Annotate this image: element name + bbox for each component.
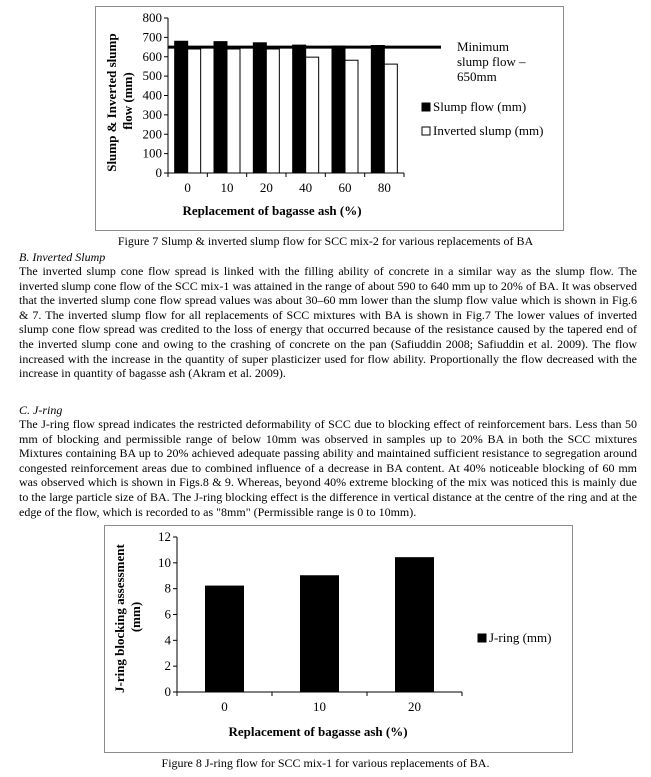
- legend-swatch-slump-flow: [422, 103, 430, 111]
- figure-8-y-axis-title-line-2: (mm): [128, 601, 143, 633]
- legend-swatch-inverted-slump: [422, 127, 430, 135]
- y-tick-label: 4: [164, 632, 171, 648]
- y-tick-label: 12: [158, 529, 171, 544]
- x-tick-label: 40: [299, 180, 313, 195]
- bar-j-ring-mm: [396, 558, 434, 692]
- y-tick-label: 100: [142, 145, 162, 161]
- legend-label-slump-flow: Slump flow (mm): [433, 99, 527, 114]
- x-tick-label: 60: [338, 180, 352, 195]
- bar-slump-flow-mm: [175, 41, 188, 173]
- x-tick-label: 20: [408, 699, 421, 714]
- y-tick-label: 400: [142, 87, 162, 103]
- y-tick-label: 800: [142, 10, 162, 25]
- y-tick-label: 300: [142, 106, 162, 122]
- x-tick-label: 10: [220, 180, 234, 195]
- y-tick-label: 10: [158, 554, 171, 570]
- y-tick-label: 200: [142, 126, 162, 142]
- legend-label-j-ring: J-ring (mm): [489, 630, 552, 645]
- y-tick-label: 700: [142, 29, 162, 45]
- figure-8-caption: Figure 8 J-ring flow for SCC mix-1 for various replacements of BA.: [161, 756, 490, 770]
- figure-8-svg: [105, 526, 572, 752]
- figure-7-y-axis-title-line-2: flow (mm): [120, 72, 135, 130]
- figure-8-y-axis-title-line-1: J-ring blocking assessment: [112, 544, 127, 694]
- y-tick-label: 500: [142, 68, 162, 84]
- x-tick-label: 10: [313, 699, 326, 714]
- y-tick-label: 600: [142, 48, 162, 64]
- annotation-line-1: Minimum: [457, 39, 510, 54]
- legend-label-inverted-slump: Inverted slump (mm): [433, 123, 544, 138]
- bar-j-ring-mm: [206, 586, 244, 692]
- figure-7-chart: [95, 6, 564, 231]
- bar-slump-flow-mm: [371, 46, 384, 173]
- legend-swatch-j-ring: [478, 634, 486, 642]
- section-b-paragraph: The inverted slump cone flow spread is linked with the filling ability of concrete in a similar way as the slump flow. The inverted slump cone flow of the SCC mix-1 was attained in the range of about 590 to 640 mm up to 20% of BA. It was observed that the inverted slump cone flow spread values was about 30–60 mm lower than the slump flow value which is shown in Fig.6 & 7. The inverted slump flow for all replacements of SCC mixtures with BA is shown in Fig.7 The lower values of inverted slump cone flow spread was credited to the loss of energy that occurred because of the resistance caused by the tapered end of the inverted slump cone and owing to the crashing of concrete on the pan (Safiuddin 2008; Safiuddin et al. 2009). The flow increased with the increase in the quantity of super plasticizer used for flow ability. Proportionally the flow decreased with the increase in quantity of bagasse ash (Akram et al. 2009).: [19, 264, 637, 381]
- section-c-heading: C. J-ring: [19, 403, 63, 417]
- figure-8-chart: [104, 525, 573, 753]
- y-tick-label: 0: [164, 684, 171, 699]
- figure-7-y-axis-title: [104, 30, 135, 172]
- y-tick-label: 8: [164, 580, 171, 596]
- x-tick-label: 0: [184, 180, 191, 195]
- x-tick-label: 80: [377, 180, 391, 195]
- annotation-line-3: 650mm: [457, 69, 497, 84]
- y-tick-label: 0: [155, 165, 162, 180]
- bar-inverted-slump-mm: [227, 49, 240, 173]
- section-b-heading: B. Inverted Slump: [19, 250, 106, 264]
- figure-8-x-axis-title: Replacement of bagasse ash (%): [228, 724, 408, 739]
- figure-7-x-axis-title: Replacement of bagasse ash (%): [182, 203, 362, 218]
- figure-7-svg: [96, 7, 563, 230]
- bar-inverted-slump-mm: [306, 57, 319, 173]
- bar-j-ring-mm: [301, 576, 339, 692]
- bar-inverted-slump-mm: [384, 64, 397, 173]
- figure-7-y-axis-title-line-1: Slump & Inverted slump: [104, 33, 119, 172]
- section-c-paragraph: The J-ring flow spread indicates the restricted deformability of SCC due to blocking effect of reinforcement bars. Less than 50 mm of blocking and permissible range of below 10mm was observed in samples up to 20% BA in both the SCC mixtures Mixtures containing BA up to 20% achieved adequate passing ability and maintained sufficient resistance to segregation around congested reinforcement areas due to combined influence of a decrease in BA content. At 40% noticeable blocking of 60 mm was observed which is shown in Figs.8 & 9. Whereas, beyond 40% extreme blocking of the mix was noticed this is mainly due to the large particle size of BA. The J-ring blocking effect is the difference in vertical distance at the centre of the ring and at the edge of the flow, which is recorded to as "8mm" (Permissible range is 0 to 10mm).: [19, 417, 637, 519]
- bar-slump-flow-mm: [253, 43, 266, 173]
- bar-slump-flow-mm: [293, 45, 306, 173]
- y-tick-label: 6: [164, 606, 171, 622]
- x-tick-label: 0: [221, 699, 228, 714]
- bar-slump-flow-mm: [214, 42, 227, 173]
- y-tick-label: 2: [164, 658, 171, 674]
- bar-inverted-slump-mm: [188, 49, 201, 173]
- bar-inverted-slump-mm: [266, 49, 279, 173]
- annotation-line-2: slump flow –: [457, 54, 526, 69]
- x-tick-label: 20: [259, 180, 273, 195]
- figure-7-caption: Figure 7 Slump & inverted slump flow for SCC mix-2 for various replacements of BA: [117, 234, 534, 248]
- bar-slump-flow-mm: [332, 46, 345, 173]
- figure-8-y-axis-title: [112, 541, 143, 693]
- bar-inverted-slump-mm: [345, 60, 358, 173]
